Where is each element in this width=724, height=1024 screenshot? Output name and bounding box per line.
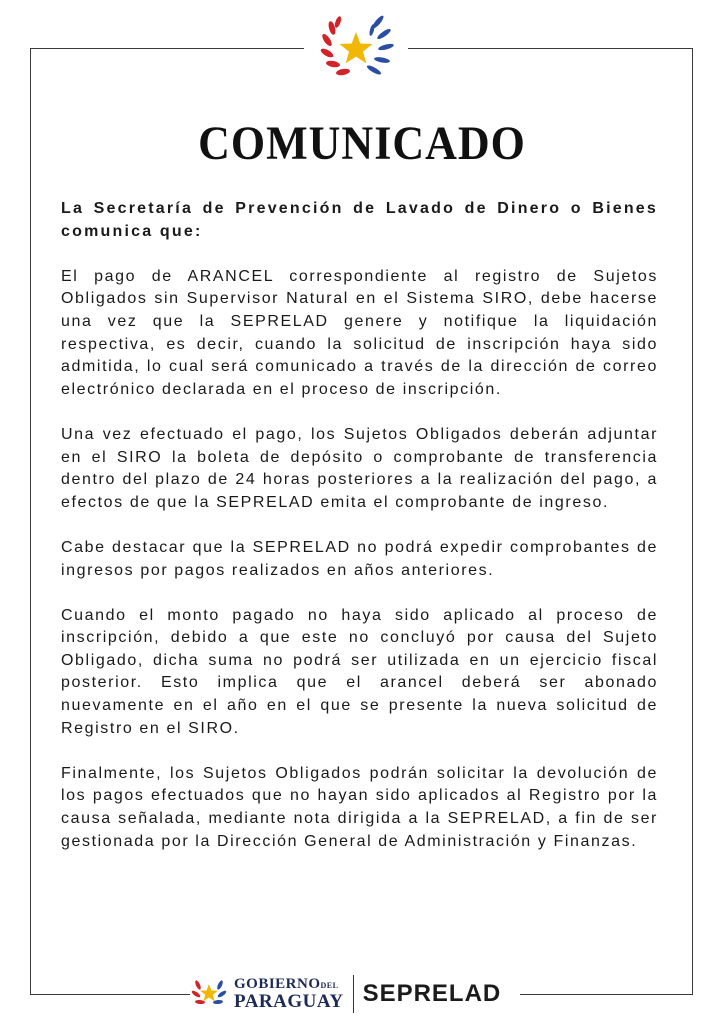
paragraph-arancel: El pago de ARANCEL correspondiente al registro de Sujetos Obligados sin Supervisor Natural en el Sistema SIRO, debe hacerse una vez que la SEPRELAD genere y notifique la liquidación respectiva, es decir, cuando la solicitud de inscripción haya sido admitida, lo cual será comunicado a través de la dirección de correo electrónico declarada en el proceso de inscripción. xyxy=(61,267,658,398)
paragraph-anteriores: Cabe destacar que la SEPRELAD no podrá expedir comprobantes de ingresos por pagos realizados en años anteriores. xyxy=(61,538,658,579)
paragraph-adjuntar: Una vez efectuado el pago, los Sujetos Obligados deberán adjuntar en el SIRO la boleta de depósito o comprobante de transferencia dentro del plazo de 24 horas posteriores a la realización del pago, a efectos de que la SEPRELAD emita el comprobante de ingreso. xyxy=(61,425,658,511)
page-title: COMUNICADO xyxy=(198,117,526,170)
gobierno-wordmark xyxy=(234,977,344,1011)
footer-logos xyxy=(190,966,520,1022)
gobierno-crest-icon xyxy=(190,973,228,1016)
footer-divider xyxy=(353,975,354,1013)
intro-paragraph: La Secretaría de Prevención de Lavado de Dinero o Bienes comunica que: xyxy=(61,200,658,240)
paraguay-crest-icon xyxy=(304,10,408,86)
paragraph-devolucion: Finalmente, los Sujetos Obligados podrán solicitar la devolución de los pagos efectuados que no hayan sido aplicados al Registro por la causa señalada, mediante nota dirigida a la SEPRELAD, a fin de ser gestionada por la Dirección General de Administración y Finanzas. xyxy=(61,764,658,850)
announcement-body xyxy=(61,198,658,876)
gobierno-label: GOBIERNO xyxy=(234,976,321,992)
paragraph-monto: Cuando el monto pagado no haya sido aplicado al proceso de inscripción, debido a que este no concluyó por causa del Sujeto Obligado, dicha suma no podrá ser utilizada en un ejercicio fiscal posterior. Esto implica que el arancel deberá ser abonado nuevamente en el año en el que se presente la nueva solicitud de Registro en el SIRO. xyxy=(61,606,658,737)
del-label: DEL xyxy=(320,981,339,990)
paraguay-label: PARAGUAY xyxy=(234,991,344,1012)
seprelad-logo: SEPRELAD xyxy=(362,980,502,1007)
